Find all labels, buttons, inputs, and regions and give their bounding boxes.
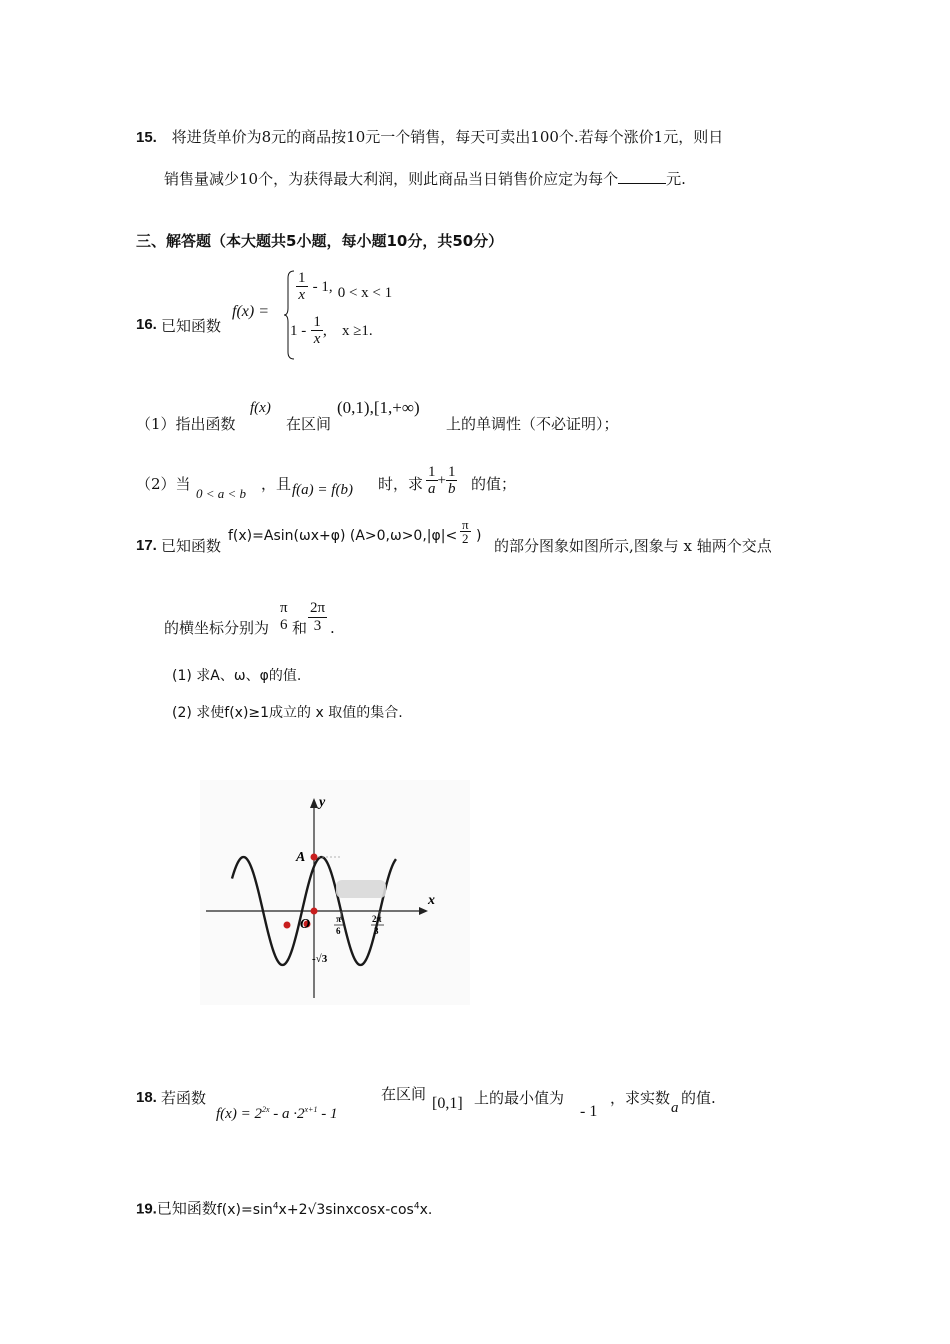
q16-p1-mid: 在区间 <box>286 415 332 433</box>
q19-number: 19. <box>136 1200 157 1218</box>
q16-p2-den2: b <box>447 481 456 497</box>
sine-graph <box>200 780 470 1005</box>
q17-part1: (1) 求A、ω、φ的值. <box>172 668 302 684</box>
q19-exp1: 4 <box>272 1201 279 1211</box>
q17-pi: π <box>462 517 469 532</box>
q16-p2-num2: 1 <box>447 464 456 480</box>
q16-c1-cond: 0 < x < 1 <box>337 285 393 301</box>
q18-number: 18. <box>136 1089 157 1106</box>
point-A <box>311 854 318 861</box>
blurred-patch <box>336 880 386 898</box>
tick1-num: π <box>336 914 341 924</box>
q17-f1-den: 6 <box>280 617 288 633</box>
q19-formula <box>217 1202 432 1218</box>
q16-c2-den: x <box>313 331 321 347</box>
q19-line <box>136 1196 736 1220</box>
q18-interval: [0,1] <box>432 1095 463 1112</box>
label-y: y <box>319 795 326 810</box>
section-heading: 三、解答题（本大题共5小题，每小题10分，共50分） <box>136 232 504 250</box>
q16-header <box>136 268 436 360</box>
point-origin <box>311 908 318 915</box>
q16-c2-comma: , <box>322 322 327 339</box>
q16-p2-label: （2）当 <box>136 475 191 493</box>
q17-line2-text: 的横坐标分别为 <box>164 619 270 637</box>
q16-p2-mid: ，且 <box>261 475 292 493</box>
q18-formula <box>216 1100 337 1124</box>
q18-mid2: 上的最小值为 <box>474 1089 565 1107</box>
label-x: x <box>428 893 435 908</box>
answer-blank[interactable] <box>618 169 666 184</box>
q17-f1-num: π <box>280 600 288 616</box>
q17-part2: (2) 求使f(x)≥1成立的 x 取值的集合. <box>172 705 403 721</box>
q19-exp2: 4 <box>413 1201 420 1211</box>
point-left <box>284 922 291 929</box>
q16-c1-den: x <box>298 287 306 303</box>
q16-c2-cond: x ≥1. <box>341 323 373 339</box>
q18-minval: - 1 <box>580 1103 598 1120</box>
q17-line2-end: . <box>330 619 335 637</box>
q16-part2 <box>136 462 816 506</box>
q16-p2-expr <box>426 464 457 497</box>
q18-formula-c: - 1 <box>317 1106 338 1122</box>
q16-p2-plus: + <box>437 472 446 489</box>
q16-c1-rest: - 1, <box>312 279 333 295</box>
q16-number: 16. <box>136 316 157 333</box>
q16-p1-interval: (0,1),[1,+∞) <box>337 398 420 417</box>
q16-p2-num1: 1 <box>428 464 436 480</box>
q18-line <box>136 1084 836 1124</box>
tick2-den: 3 <box>374 926 379 936</box>
label-O: O <box>300 917 311 932</box>
q16-case2 <box>290 314 373 347</box>
q15-text1: 将进货单价为8元的商品按10元一个销售，每天可卖出100个.若每个涨价1元，则日 <box>171 128 724 146</box>
q15-line2 <box>164 169 686 189</box>
q16-p1-label: （1）指出函数 <box>136 415 236 433</box>
q18-formula-b: - a ·2 <box>269 1106 305 1122</box>
q19-intro: 已知函数 <box>156 1199 217 1218</box>
q18-exp1: 2x <box>261 1105 270 1114</box>
q18-mid3: ，求实数 <box>610 1089 671 1107</box>
q16-c2-num: 1 <box>313 314 321 330</box>
q18-exp2: x+1 <box>304 1105 318 1114</box>
q15-number: 15. <box>136 129 157 146</box>
tick1-den: 6 <box>336 926 341 936</box>
q16-p2-den1: a <box>428 481 436 497</box>
q17-frac2 <box>308 600 327 635</box>
q17-frac1 <box>278 600 290 634</box>
q18-mid: 在区间 <box>381 1085 427 1103</box>
q17-close: ) <box>476 528 482 544</box>
q16-fx: f(x) = <box>232 303 269 320</box>
q16-p2-end: 的值； <box>471 475 517 493</box>
q16-case1 <box>296 270 392 303</box>
q16-intro: 已知函数 <box>161 317 222 335</box>
q17-f2-den: 3 <box>313 618 322 634</box>
q19-formula-b: x+2√3sinxcosx-cos <box>278 1201 414 1218</box>
q17-tail: 的部分图象如图所示,图象与 x 轴两个交点 <box>494 537 772 555</box>
q15-line1 <box>136 127 723 148</box>
q17-f2-num: 2π <box>310 600 326 616</box>
neg-label: -√3 <box>312 953 328 965</box>
q15-text2: 销售量减少10个，为获得最大利润，则此商品当日销售价应定为每个 <box>164 170 619 188</box>
q16-c1-num: 1 <box>298 270 306 286</box>
q17-number: 17. <box>136 537 157 554</box>
q16-p2-mid2: 时，求 <box>378 475 424 493</box>
q17-two: 2 <box>462 531 469 546</box>
q16-p1-end: 上的单调性（不必证明）； <box>446 415 619 433</box>
q17-and: 和 <box>292 619 308 637</box>
q16-part1 <box>136 398 816 434</box>
q18-intro: 若函数 <box>161 1089 207 1107</box>
q15-text2-end: 元. <box>666 170 686 188</box>
q17-line1 <box>136 517 816 560</box>
q16-p1-fx: f(x) <box>250 400 271 416</box>
q16-c2-pre: 1 - <box>290 323 307 339</box>
q19-formula-c: x. <box>419 1201 433 1218</box>
q16-p2-eq: f(a) = f(b) <box>292 482 353 498</box>
q16-p2-cond: 0 < a < b <box>196 486 247 501</box>
label-A: A <box>296 850 306 865</box>
q18-formula-a: f(x) = 2 <box>216 1106 262 1122</box>
q18-end: 的值. <box>681 1089 716 1107</box>
q17-intro: 已知函数 <box>161 537 222 555</box>
q17-formula: f(x)=Asin(ωx+φ) (A>0,ω>0,|φ|< <box>228 528 458 544</box>
q18-var: a <box>671 1100 679 1116</box>
tick2-num: 2π <box>372 914 382 924</box>
q17-pi-frac <box>460 518 471 545</box>
q19-formula-a: f(x)=sin <box>216 1201 273 1218</box>
q17-line2 <box>164 598 564 638</box>
